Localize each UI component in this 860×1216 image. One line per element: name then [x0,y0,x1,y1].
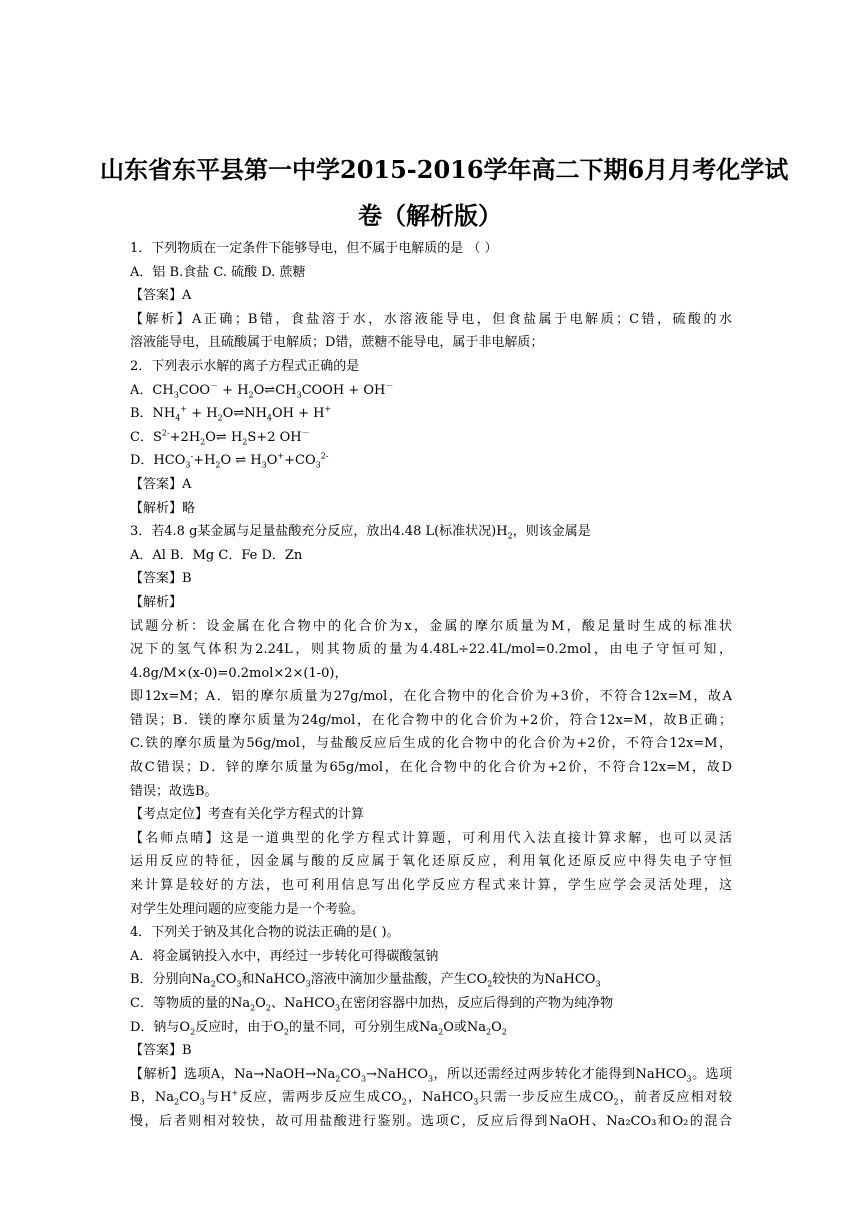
text-line: A．$CH_3COO^-$ + $H_2O\rightleftharpoons CH_3COOH + OH^-$ [130,381,394,400]
text-line: 【解析】略 [130,500,196,516]
text-line: C．$S^{2-}+2H_2O\rightleftharpoons$ $H_2S+2$ OH－ [130,428,310,447]
text-line: B，$Na_2CO_3$与H+反应，需两步反应生成$CO_2$，NaHCO$_3$只需一步反应生成$CO_2$，前者反应相对较 [130,1089,732,1107]
text-line: B．分别向$Na_2CO_3$和NaHCO$_3$溶液中滴加少量盐酸，产生$CO_2$较快的为NaHCO$_3$ [130,972,601,989]
text-line: B．$NH_4^+$ + $H_2O\rightleftharpoons NH_4OH + H^+$ [130,404,332,423]
text-line: 【答案】A [130,288,192,304]
text-line: 【名师点晴】这是一道典型的化学方程式计算题，可利用代入法直接计算求解，也可以灵活 [130,830,732,846]
text-line: 【答案】A [130,476,192,492]
text-line: 【答案】B [130,571,192,587]
text-line: 慢，后者则相对较快，故可用盐酸进行鉴别。选项C，反应后得到NaOH、Na₂CO₃和O₂的混合 [130,1113,732,1129]
text-line: 2．下列表示水解的离子方程式正确的是 [130,358,360,374]
document-title-line-1: 山东省东平县第一中学2015-2016学年高二下期6月月考化学试 [100,155,789,184]
text-line: 即12x=M；A．铝的摩尔质量为27g/mol，在化合物中的化合价为+3价，不符合12x=M，故A [130,689,732,705]
text-line: 错误；B．镁的摩尔质量为24g/mol，在化合物中的化合价为+2价，符合12x=M，故B正确； [130,712,732,728]
text-line: 【考点定位】考查有关化学方程式的计算 [130,807,365,823]
text-line: 来计算是较好的方法，也可利用信息写出化学反应方程式来计算，学生应学会灵活处理，这 [130,878,732,894]
text-line: D．$HCO_3^-+H_2O$ ⇌ $H_3O^++CO_3^{2-}$ [130,452,329,470]
text-line: 运用反应的特征，因金属与酸的反应属于氧化还原反应，利用氧化还原反应中得失电子守恒 [130,854,732,870]
text-line: 3．若4.8 g某金属与足量盐酸充分反应，放出4.48 L(标准状况)$H_2$，则该金属是 [130,524,591,541]
document-body [130,237,732,1134]
text-line: 溶液能导电，且硫酸属于电解质；D错，蔗糖不能导电，属于非电解质； [130,335,544,351]
text-line: 错误；故选B。 [130,783,218,799]
text-line: D．钠与$O_2$反应时，由于$O_2$的量不同，可分别生成$Na_2O$或$Na_2O_2$ [130,1019,507,1037]
text-line: 试题分析：设金属在化合物中的化合价为x，金属的摩尔质量为M，酸足量时生成的标准状 [130,618,732,634]
text-line: 故C错误；D．锌的摩尔质量为65g/mol，在化合物中的化合价为+2价，不符合12x=M，故D [130,760,732,776]
text-line: 【答案】B [130,1043,192,1059]
text-line: 4.8g/M×(x-0)=0.2mol×2×(1-0)， [130,665,348,681]
document-title-line-2: 卷（解析版） [358,201,502,230]
text-line: 【解析】选项A，$Na\to NaOH\to Na_2CO_3\to NaHCO_3$，所以还需经过两步转化才能得到NaHCO$_3$。选项 [130,1066,732,1084]
text-line: A．铝 B.食盐 C. 硫酸 D. 蔗糖 [130,264,306,280]
text-line: 1．下列物质在一定条件下能够导电，但不属于电解质的是 （ ） [130,241,498,256]
text-line: 【解析】 [130,594,183,610]
text-line: A．Al B．Mg C．Fe D．Zn [130,547,303,563]
text-line: C.铁的摩尔质量为56g/mol，与盐酸反应后生成的化合物中的化合价为+2价，不符合12x=M， [130,736,732,752]
text-line: 对学生处理问题的应变能力是一个考验。 [130,901,365,917]
text-line: 4．下列关于钠及其化合物的说法正确的是( )。 [130,925,400,941]
text-line: 况下的氢气体积为2.24L，则其物质的量为4.48L÷22.4L/mol=0.2mol，由电子守恒可知， [130,642,732,658]
text-line: 【解析】A正确；B错，食盐溶于水，水溶液能导电，但食盐属于电解质；C错，硫酸的水 [130,311,732,327]
text-line: A．将金属钠投入水中，再经过一步转化可得碳酸氢钠 [130,948,439,964]
text-line: C．等物质的量的$Na_2O_2$、NaHCO$_3$在密闭容器中加热，反应后得到的产物为纯净物 [130,996,614,1013]
